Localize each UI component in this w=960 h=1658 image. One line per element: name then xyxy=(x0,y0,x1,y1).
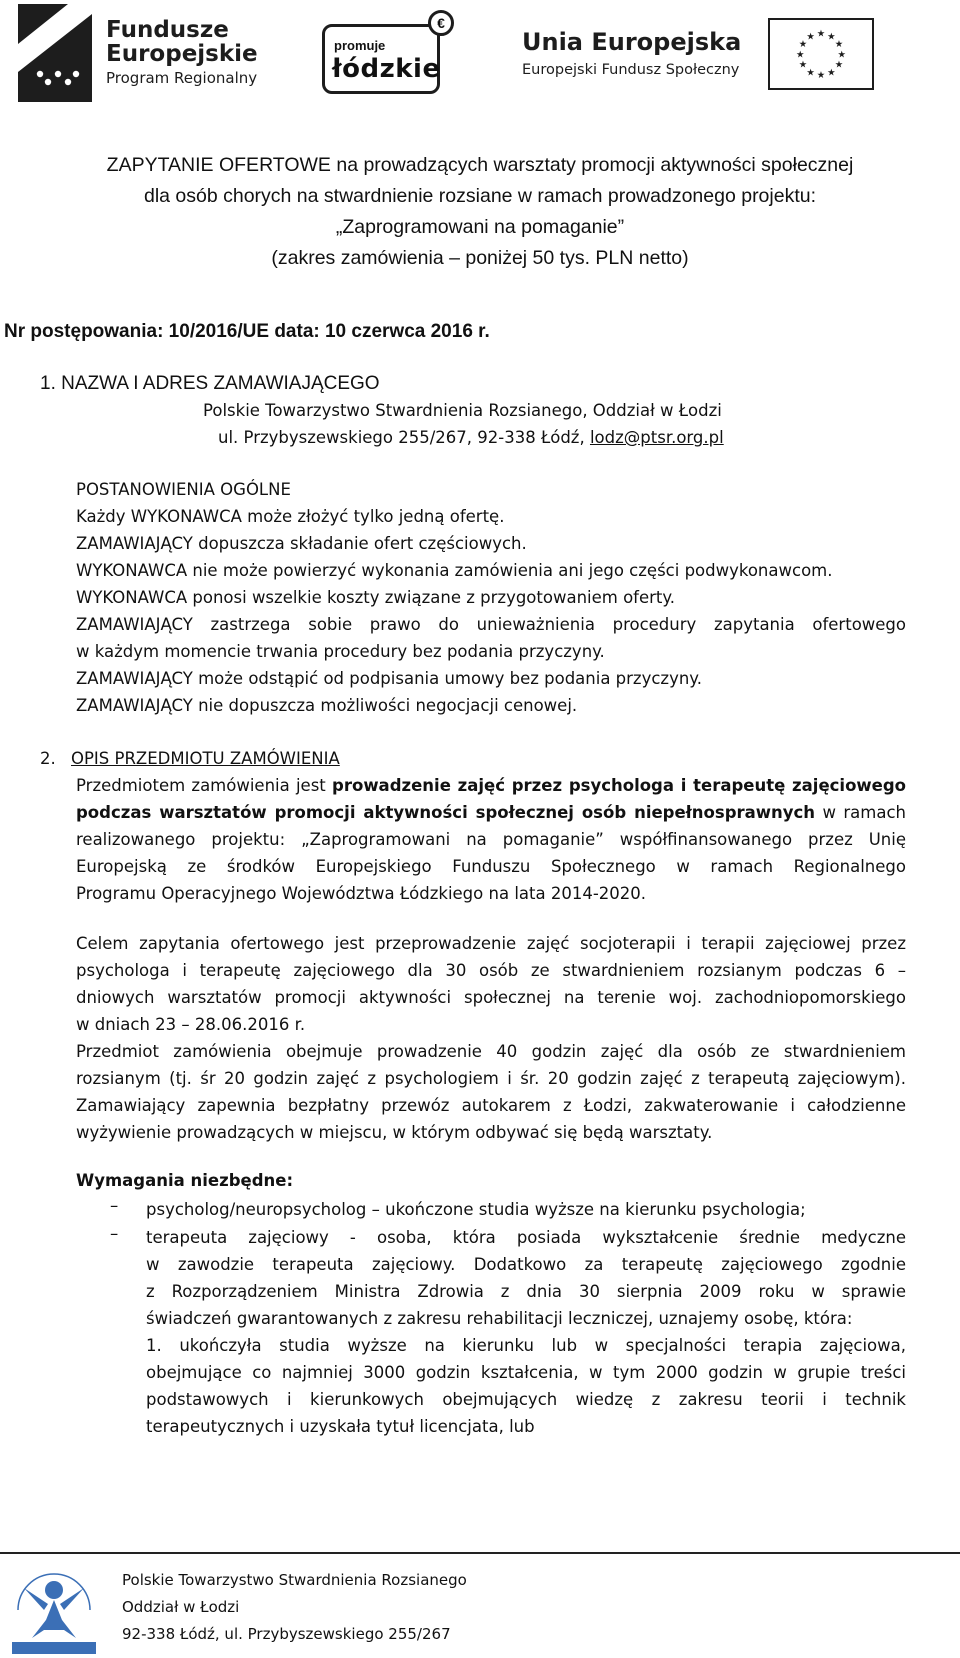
eu-star-icon: ★ xyxy=(806,31,815,43)
ptsr-logo xyxy=(4,1560,104,1656)
document-title xyxy=(0,150,960,274)
unia-europejska-logo xyxy=(522,18,942,100)
ue-logo-line1: Unia Europejska xyxy=(522,28,742,56)
p1-text: Przedmiotem zamówienia jest xyxy=(76,776,333,795)
contracting-authority-address xyxy=(218,424,724,451)
p3-line: Przedmiot zamówienia obejmuje prowadzenie 40 godzin zajęć dla osób ze stwardnieniem xyxy=(76,1042,906,1061)
p1-text: w ramach xyxy=(815,803,906,822)
req-line: świadczeń gwarantowanych z zakresu rehabilitacji leczniczej, uznajemy osobę, która: xyxy=(146,1309,853,1328)
section2-paragraph1 xyxy=(76,772,906,907)
eu-star-icon: ★ xyxy=(816,28,826,40)
req-line: z Rozporządzeniem Ministra Zdrowia z dnia 30 sierpnia 2009 roku w sprawie xyxy=(146,1282,906,1301)
section2-heading-row xyxy=(40,745,340,772)
bullet-dash: – xyxy=(110,1196,119,1215)
eu-star-icon: ★ xyxy=(834,38,844,50)
requirement-therapist xyxy=(146,1224,906,1440)
title-line3: „Zaprogramowani na pomaganie” xyxy=(335,216,625,238)
address-text: ul. Przybyszewskiego 255/267, 92-338 Łódź, xyxy=(218,428,590,447)
eu-flag-icon xyxy=(768,18,874,90)
p1-line: Programu Operacyjnego Województwa Łódzkiego na lata 2014-2020. xyxy=(76,884,647,903)
eu-star-icon: ★ xyxy=(798,38,808,50)
p3-line: Zamawiający zapewnia bezpłatny przewóz autokarem z Łodzi, zakwaterowanie i całodzienne xyxy=(76,1096,906,1115)
general-provisions-heading: POSTANOWIENIA OGÓLNE xyxy=(76,480,291,499)
p1-line: realizowanego projektu: „Zaprogramowani na pomaganie” współfinansowanego przez Unię xyxy=(76,830,906,849)
general-line: ZAMAWIAJĄCY zastrzega sobie prawo do unieważnienia procedury zapytania ofertowego xyxy=(76,615,906,634)
req-line: podstawowych i kierunkowych obejmujących wiedzę z zakresu teorii i technik xyxy=(146,1390,906,1409)
general-line: WYKONAWCA ponosi wszelkie koszty związane z przygotowaniem oferty. xyxy=(76,588,676,607)
footer-address xyxy=(122,1567,467,1648)
eu-star-icon: ★ xyxy=(816,70,826,82)
fe-logo-line2: Europejskie xyxy=(106,41,258,68)
title-line2: dla osób chorych na stwardnienie rozsiane w ramach prowadzonego projektu: xyxy=(143,185,817,207)
footer-divider xyxy=(0,1552,960,1554)
fe-logo-line3: Program Regionalny xyxy=(106,69,258,88)
email-link[interactable]: lodz@ptsr.org.pl xyxy=(589,428,724,447)
eu-star-icon: ★ xyxy=(834,59,844,71)
bullet-dash: – xyxy=(110,1224,119,1243)
p1-bold: podczas warsztatów promocji aktywności społecznej osób niepełnosprawnych xyxy=(76,803,816,822)
contracting-authority-name: Polskie Towarzystwo Stwardnienia Rozsianego, Oddział w Łodzi xyxy=(203,401,722,420)
req-line: obejmujące co najmniej 3000 godzin kształcenia, w tym 2000 godzin w grupie treści xyxy=(146,1363,906,1382)
eu-star-icon: ★ xyxy=(837,49,847,61)
lodz-logo-line2: łódzkie xyxy=(332,54,441,84)
general-line: w każdym momencie trwania procedury bez podania przyczyny. xyxy=(76,642,605,661)
req-line: w zawodzie terapeuta zajęciowy. Dodatkowo za terapeutę zajęciowego zgodnie xyxy=(146,1255,906,1274)
eu-star-icon: ★ xyxy=(795,49,805,61)
p2-line: dniowych warsztatów promocji aktywności społecznej na terenie woj. zachodniopomorskiego xyxy=(76,988,906,1007)
p1-line: Europejską ze środków Europejskiego Funduszu Społecznego w ramach Regionalnego xyxy=(76,857,906,876)
section1-heading: 1. NAZWA I ADRES ZAMAWIAJĄCEGO xyxy=(40,373,380,394)
general-provisions-list xyxy=(76,503,906,719)
fe-logo-line1: Fundusze xyxy=(106,17,229,43)
p2-line: psychologa i terapeutę zajęciowego dla 30 osób ze stwardnieniem rozsianym podczas 6 – xyxy=(76,961,906,980)
fundusze-europejskie-logo xyxy=(18,4,258,102)
req-line: terapeutycznych i uzyskała tytuł licencjata, lub xyxy=(146,1417,535,1436)
general-line: WYKONAWCA nie może powierzyć wykonania zamówienia ani jego części podwykonawcom. xyxy=(76,561,833,580)
general-line: ZAMAWIAJĄCY dopuszcza składanie ofert częściowych. xyxy=(76,534,527,553)
fe-flag-icon xyxy=(18,4,92,102)
requirements-heading: Wymagania niezbędne: xyxy=(76,1171,294,1190)
general-line: ZAMAWIAJĄCY może odstąpić od podpisania umowy bez podania przyczyny. xyxy=(76,669,702,688)
title-line4: (zakres zamówienia – poniżej 50 tys. PLN netto) xyxy=(271,247,689,269)
eu-star-icon: ★ xyxy=(827,67,836,79)
requirement-psychologist: psycholog/neuropsycholog – ukończone studia wyższe na kierunku psychologia; xyxy=(146,1200,806,1219)
section2-heading: OPIS PRZEDMIOTU ZAMÓWIENIA xyxy=(71,749,340,768)
lodz-logo-line1: promuje xyxy=(334,38,386,53)
footer-line2: Oddział w Łodzi xyxy=(122,1598,240,1616)
eu-star-icon: ★ xyxy=(827,31,836,43)
euro-icon: € xyxy=(428,10,454,36)
section2-number: 2. xyxy=(40,749,56,768)
p2-line: Celem zapytania ofertowego jest przeprowadzenie zajęć socjoterapii i terapii zajęciowej przez xyxy=(76,934,906,953)
section2-paragraph2 xyxy=(76,930,906,1146)
p2-line: w dniach 23 – 28.06.2016 r. xyxy=(76,1015,306,1034)
eu-star-icon: ★ xyxy=(798,59,808,71)
proceeding-number: Nr postępowania: 10/2016/UE data: 10 czerwca 2016 r. xyxy=(4,321,490,342)
general-line: Każdy WYKONAWCA może złożyć tylko jedną ofertę. xyxy=(76,507,505,526)
req-line: 1. ukończyła studia wyższe na kierunku lub w specjalności terapia zajęciowa, xyxy=(146,1336,906,1355)
req-line: terapeuta zajęciowy - osoba, która posiada wykształcenie średnie medyczne xyxy=(146,1228,906,1247)
general-line: ZAMAWIAJĄCY nie dopuszcza możliwości negocjacji cenowej. xyxy=(76,696,578,715)
p1-bold: prowadzenie zajęć przez psychologa i terapeutę zajęciowego xyxy=(332,776,906,795)
p3-line: rozsianym (tj. śr 20 godzin zajęć z psychologiem i śr. 20 godzin zajęć z terapeutą zajęciowym). xyxy=(76,1069,906,1088)
promuje-lodzkie-logo xyxy=(322,10,454,94)
ue-logo-line2: Europejski Fundusz Społeczny xyxy=(522,62,740,78)
footer-line1: Polskie Towarzystwo Stwardnienia Rozsianego xyxy=(122,1571,467,1589)
p3-line: wyżywienie prowadzących w miejscu, w którym odbywać się będą warsztaty. xyxy=(76,1123,713,1142)
title-line1: ZAPYTANIE OFERTOWE na prowadzących warsztaty promocji aktywności społecznej xyxy=(106,154,854,176)
eu-star-icon: ★ xyxy=(806,67,815,79)
footer-line3: 92-338 Łódź, ul. Przybyszewskiego 255/267 xyxy=(122,1625,451,1643)
